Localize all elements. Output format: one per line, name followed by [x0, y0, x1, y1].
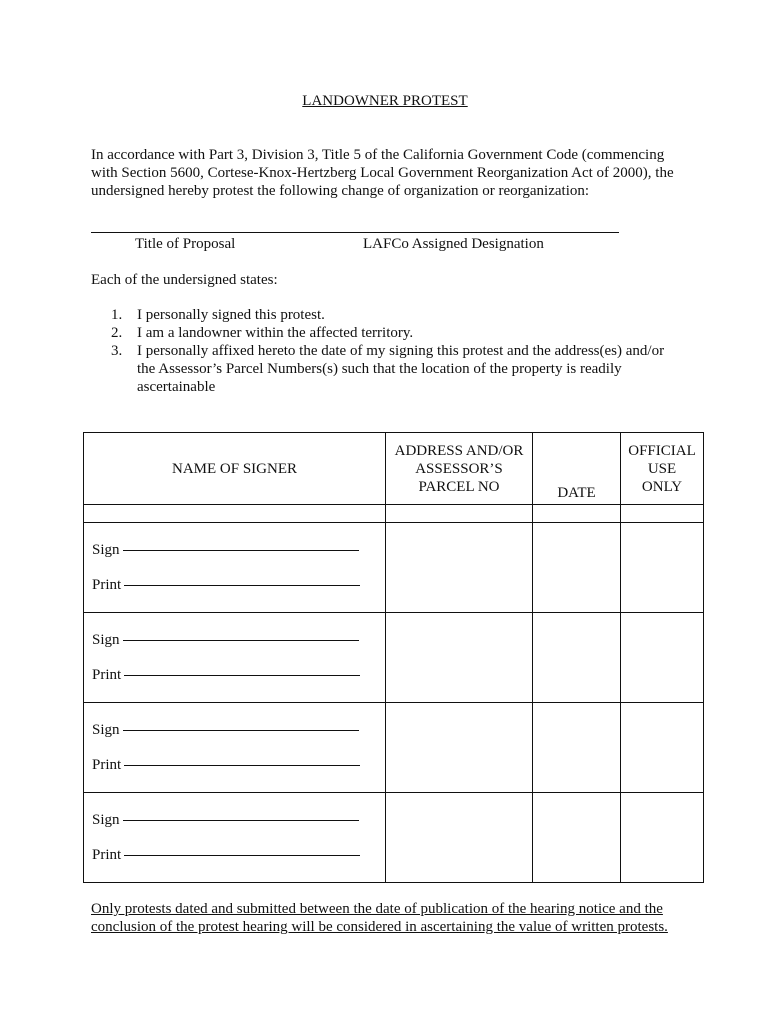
list-text: I am a landowner within the affected territory. [137, 325, 414, 341]
table-row [84, 793, 704, 883]
print-label: Print [92, 847, 122, 863]
print-field[interactable] [124, 675, 360, 676]
date-cell[interactable] [533, 613, 621, 703]
proposal-fill-line[interactable] [91, 232, 619, 233]
table-row [84, 613, 704, 703]
official-use-cell [621, 523, 704, 613]
table-row [84, 703, 704, 793]
print-label: Print [92, 757, 122, 773]
table-header-row [84, 433, 704, 505]
sign-label: Sign [92, 722, 120, 738]
date-cell[interactable] [533, 523, 621, 613]
print-field[interactable] [124, 855, 360, 856]
date-cell[interactable] [533, 793, 621, 883]
official-use-cell [621, 793, 704, 883]
address-cell[interactable] [386, 523, 533, 613]
lafco-designation-label: LAFCo Assigned Designation [363, 236, 544, 252]
statement-list [111, 306, 681, 396]
table-row [84, 523, 704, 613]
official-use-cell [621, 613, 704, 703]
print-label: Print [92, 577, 122, 593]
sign-field[interactable] [123, 550, 359, 551]
list-number: 2. [111, 325, 123, 341]
address-header: ADDRESS AND/OR ASSESSOR’S PARCEL NO [386, 433, 533, 505]
name-of-signer-header: NAME OF SIGNER [84, 433, 386, 505]
footer-notice: Only protests dated and submitted between the date of publication of the hearing notice and the conclusion of the protest hearing will be considered in ascertaining the value of written protests. [91, 901, 668, 935]
document-title: LANDOWNER PROTEST [302, 93, 468, 109]
date-cell[interactable] [533, 703, 621, 793]
states-intro: Each of the undersigned states: [91, 272, 278, 288]
sign-label: Sign [92, 542, 120, 558]
list-text: I personally signed this protest. [137, 307, 325, 323]
list-number: 1. [111, 307, 123, 323]
sign-label: Sign [92, 812, 120, 828]
address-cell[interactable] [386, 703, 533, 793]
signer-cell [84, 613, 386, 703]
intro-paragraph: In accordance with Part 3, Division 3, Title 5 of the California Government Code (commencing with Section 5600, Cortese-Knox-Hertzberg Local Government Reorganization Act of 2000), the undersigned hereby protest the following change of organization or reorganization: [91, 147, 674, 199]
print-label: Print [92, 667, 122, 683]
official-use-cell [621, 703, 704, 793]
sign-label: Sign [92, 632, 120, 648]
sign-field[interactable] [123, 730, 359, 731]
signer-cell [84, 703, 386, 793]
table-spacer-row [84, 505, 704, 523]
list-text: I personally affixed hereto the date of my signing this protest and the address(es) and/or the Assessor’s Parcel Numbers(s) such that the location of the property is readily ascertainable [137, 343, 665, 395]
list-item [111, 342, 681, 396]
address-cell[interactable] [386, 793, 533, 883]
address-cell[interactable] [386, 613, 533, 703]
list-item [111, 306, 681, 324]
sign-field[interactable] [123, 820, 359, 821]
list-item [111, 324, 681, 342]
date-header: DATE [533, 433, 621, 505]
print-field[interactable] [124, 765, 360, 766]
signature-table [83, 432, 704, 883]
signer-cell [84, 523, 386, 613]
sign-field[interactable] [123, 640, 359, 641]
official-use-header: OFFICIAL USE ONLY [621, 433, 704, 505]
print-field[interactable] [124, 585, 360, 586]
title-of-proposal-label: Title of Proposal [135, 236, 236, 252]
list-number: 3. [111, 343, 123, 359]
signer-cell [84, 793, 386, 883]
